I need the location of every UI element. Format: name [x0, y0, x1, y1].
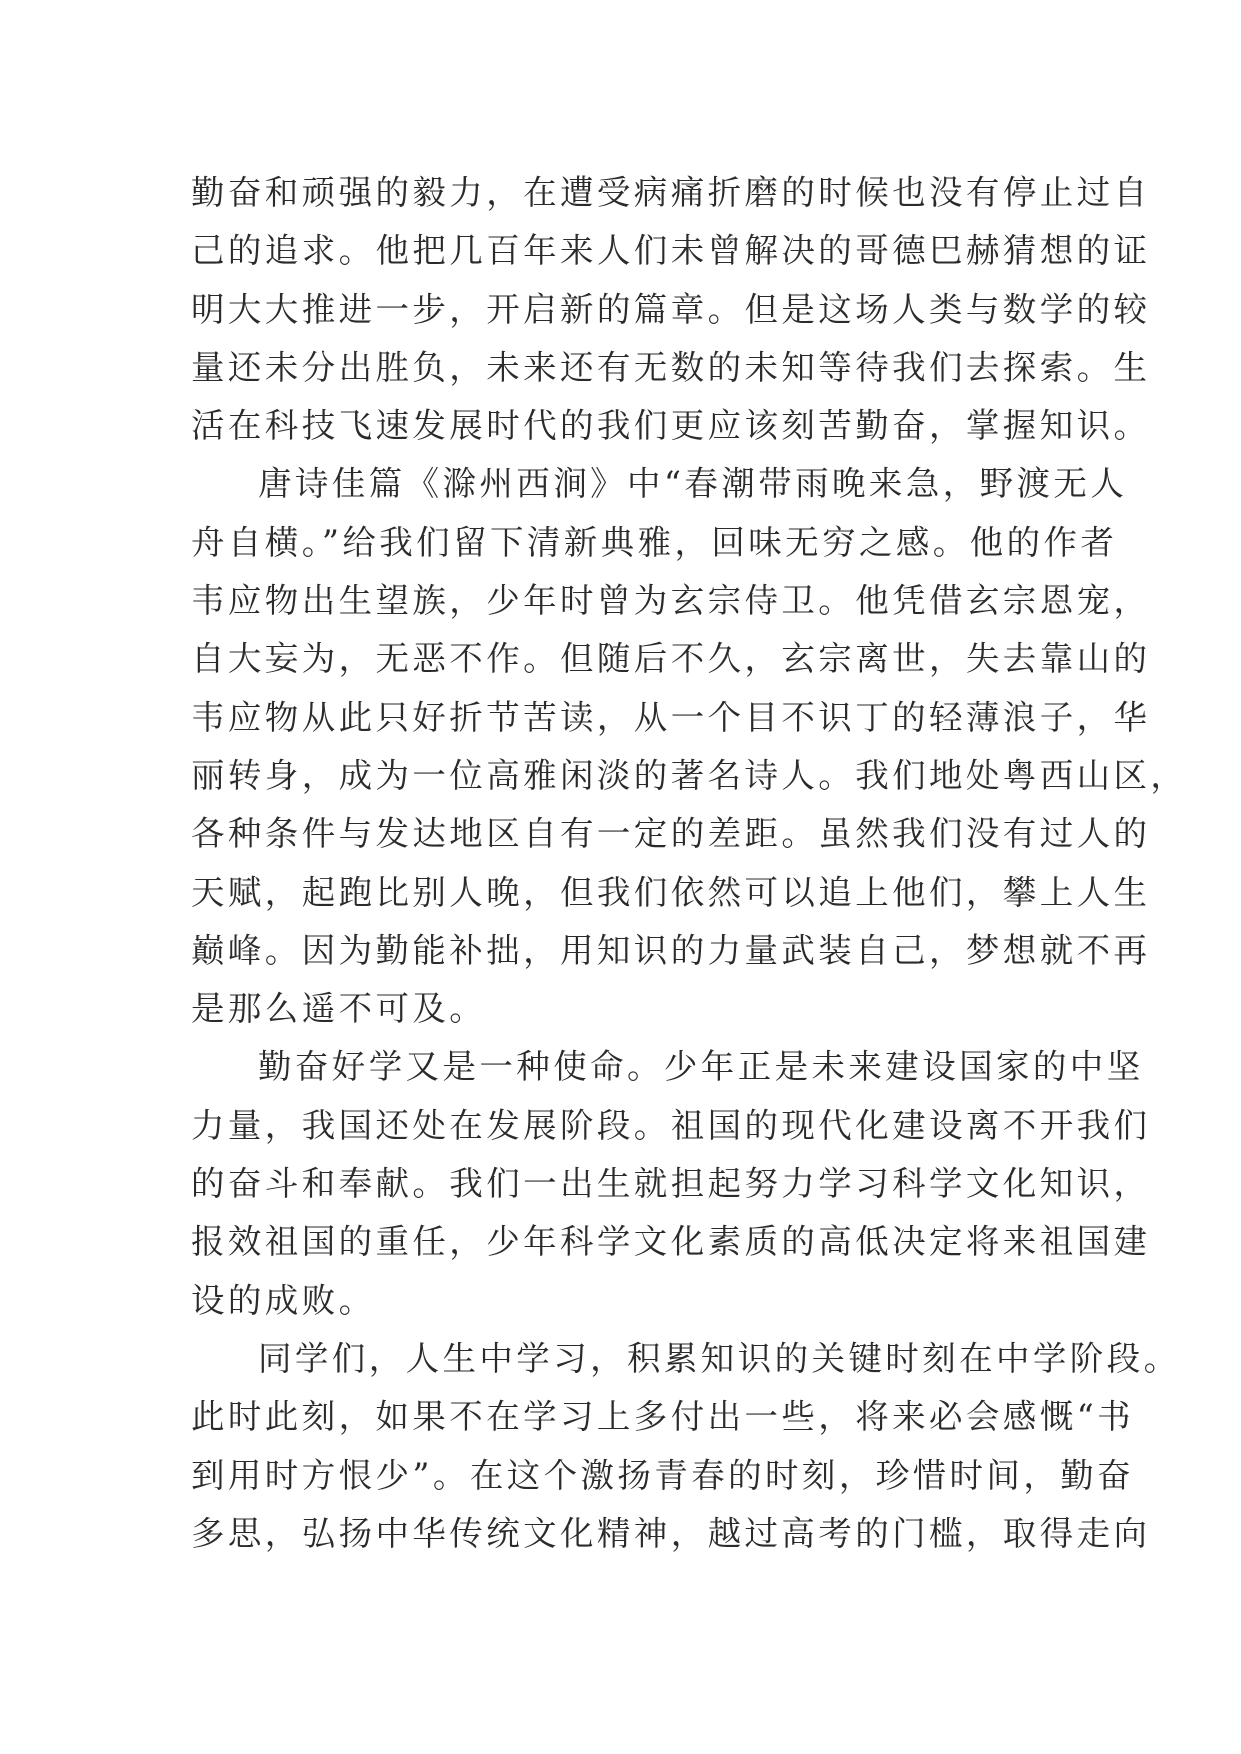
text-line: 勤奋和顽强的毅力，在遭受病痛折磨的时候也没有停止过自: [191, 173, 1151, 212]
text-line: 丽转身，成为一位高雅闲淡的著名诗人。我们地处粤西山区，: [191, 755, 1188, 795]
text-line: 各种条件与发达地区自有一定的差距。虽然我们没有过人的: [191, 814, 1151, 854]
text-line: 是那么遥不可及。: [191, 989, 487, 1029]
text-line: 量还未分出胜负，未来还有无数的未知等待我们去探索。生: [191, 347, 1151, 387]
text-line: 韦应物出生望族，少年时曾为玄宗侍卫。他凭借玄宗恩宠，: [191, 581, 1151, 621]
text-line: 天赋，起跑比别人晚，但我们依然可以追上他们，攀上人生: [191, 872, 1151, 912]
text-line: 的奋斗和奉献。我们一出生就担起努力学习科学文化知识，: [191, 1164, 1151, 1204]
text-line: 韦应物从此只好折节苦读，从一个目不识丁的轻薄浪子，华: [191, 697, 1151, 737]
text-line: 到用时方恨少”。在这个激扬青春的时刻，珍惜时间，勤奋: [191, 1455, 1135, 1495]
text-line: 自大妄为，无恶不作。但随后不久，玄宗离世，失去靠山的: [191, 639, 1151, 679]
text-line: 设的成败。: [191, 1280, 376, 1320]
text-line: 舟自横。”给我们留下清新典雅，回味无穷之感。他的作者: [191, 522, 1118, 562]
text-line: 巅峰。因为勤能补拙，用知识的力量武装自己，梦想就不再: [191, 930, 1151, 970]
text-line: 活在科技飞速发展时代的我们更应该刻苦勤奋，掌握知识。: [191, 406, 1151, 446]
text-line: 明大大推进一步，开启新的篇章。但是这场人类与数学的较: [191, 289, 1151, 329]
text-line: 同学们，人生中学习，积累知识的关键时刻在中学阶段。: [258, 1338, 1181, 1378]
text-line: 报效祖国的重任，少年科学文化素质的高低决定将来祖国建: [191, 1222, 1151, 1262]
text-line: 此时此刻，如果不在学习上多付出一些，将来必会感慨“书: [191, 1397, 1135, 1437]
body-text: [191, 164, 1188, 1563]
text-line: 力量，我国还处在发展阶段。祖国的现代化建设离不开我们: [191, 1105, 1151, 1145]
text-line: 唐诗佳篇《滁州西涧》中“春潮带雨晚来急，野渡无人: [258, 464, 1128, 504]
text-line: 己的追求。他把几百年来人们未曾解决的哥德巴赫猜想的证: [191, 231, 1151, 271]
text-line: 勤奋好学又是一种使命。少年正是未来建设国家的中坚: [258, 1047, 1144, 1087]
text-line: 多思，弘扬中华传统文化精神，越过高考的门槛，取得走向: [191, 1513, 1151, 1553]
